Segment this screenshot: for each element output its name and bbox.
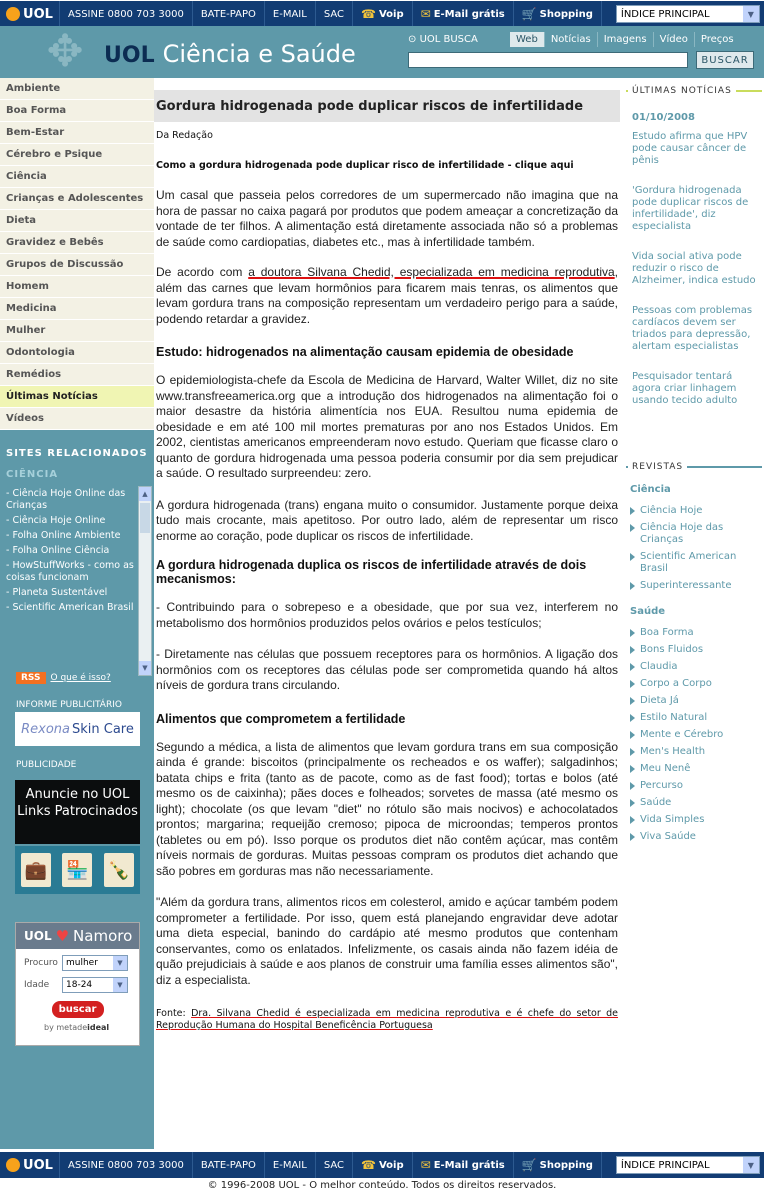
uol-logo-icon [6,7,20,21]
search-input[interactable] [408,52,688,68]
tab-web[interactable]: Web [510,32,544,47]
related-sites [0,440,154,672]
index-select[interactable]: ÍNDICE PRINCIPAL ▼ [616,5,760,23]
envelope-icon: ✉ [420,1158,431,1172]
search-icon: ⊙ [408,34,420,45]
related-list [6,488,136,617]
list-item[interactable]: - HowStuffWorks - como as coisas funcionam [6,560,134,583]
related-scrollbar[interactable] [138,486,152,676]
nav-shopping[interactable]: 🛒 Shopping [514,1,602,27]
sidebar-item-medicina[interactable]: Medicina [0,298,154,320]
paragraph: A gordura hidrogenada (trans) engana muito o consumidor. Justamente porque deixa tudo mais crocante, mais apetitoso. Por outro lado, além de representar um risco enorme ao coração, pode duplicar os riscos de infertilidade. [156,497,618,543]
author-highlight: a doutora Silvana Chedid, especializada em medicina reprodutiva [248,265,615,279]
scroll-up-icon[interactable]: ▲ [139,487,151,501]
magazine-link[interactable]: Bons Fluidos [630,644,762,656]
magazine-link[interactable]: Boa Forma [630,627,762,639]
article-link[interactable]: Como a gordura hidrogenada pode duplicar risco de infertilidade - clique aqui [156,160,574,171]
ad-icons [15,846,140,894]
sidebar-item-grupos[interactable]: Grupos de Discussão [0,254,154,276]
paragraph: Um casal que passeia pelos corredores de um supermercado não imagina que na hora de passar no caixa pagará por produtos que podem ameaçar a concretização da vontade de ter filhos. A alimentação está diretamente associada não só a problemas de saúde como cardiopatias, diabetes etc., mas à infertilidade também. [156,188,618,249]
nav-email[interactable]: E-MAIL [265,1,316,27]
nav-email[interactable]: E-MAIL [265,1152,316,1178]
paragraph: - Contribuindo para o sobrepeso e a obesidade, que por sua vez, interferem no metabolismo dos hormônios produzidos pelos ovários e pelos testículos; [156,600,618,630]
namoro-by: by metadeideal [44,1023,110,1032]
nav-email-gratis[interactable]: ✉ E-Mail grátis [413,1,514,27]
bottle-icon[interactable]: 🍾 [104,853,134,887]
chevron-down-icon: ▼ [743,1157,759,1173]
list-item[interactable]: - Scientific American Brasil [6,602,134,613]
rexona-logo: Rexona [21,721,70,737]
sidebar-item-homem[interactable]: Homem [0,276,154,298]
nav-assine[interactable]: ASSINE 0800 703 3000 [60,1,193,27]
news-item[interactable]: 'Gordura hidrogenada pode duplicar riscos de infertilidade', diz especialista [632,185,749,232]
magazine-link[interactable]: Saúde [630,797,762,809]
latest-news-header: ÚLTIMAS NOTÍCIAS [626,90,762,100]
namoro-header: UOL ♥ Namoro [16,923,139,949]
magazine-link[interactable]: Scientific American Brasil [630,551,762,575]
vitruvian-figure-icon: ✥ [46,26,84,77]
revistas-saude-title: Saúde [630,606,666,617]
cart-icon: 🛒 [521,7,537,21]
tab-precos[interactable]: Preços [694,32,740,47]
list-item[interactable]: - Folha Online Ciência [6,545,110,556]
magazine-link[interactable]: Ciência Hoje das Crianças [630,522,762,546]
cart-icon: 🛒 [521,1158,537,1172]
nav-voip[interactable]: ☎ Voip [353,1152,413,1178]
page-title: Gordura hidrogenada pode duplicar riscos de infertilidade [154,90,620,122]
nav-sac[interactable]: SAC [316,1152,353,1178]
magazine-link[interactable]: Superinteressante [630,580,762,592]
latest-news [626,112,762,407]
envelope-icon: ✉ [420,7,431,21]
tab-video[interactable]: Vídeo [653,32,694,47]
publicidade-label: PUBLICIDADE [16,760,77,770]
magazine-link[interactable]: Ciência Hoje [630,505,762,517]
search-label: ⊙ UOL BUSCA [408,34,478,45]
sidebar-item-cerebro[interactable]: Cérebro e Psique [0,144,154,166]
magazine-link[interactable]: Corpo a Corpo [630,678,762,690]
sidebar-item-mulher[interactable]: Mulher [0,320,154,342]
subheading: Estudo: hidrogenados na alimentação causam epidemia de obesidade [156,345,574,359]
source-note: Fonte: Dra. Silvana Chedid é especializada em medicina reprodutiva e é chefe do setor de Reprodução Humana do Hospital Beneficência Portuguesa [156,1008,619,1031]
source-link[interactable]: Dra. Silvana Chedid é especializada em medicina reprodutiva e é chefe do setor de Reprodução Humana do Hospital Beneficência Portuguesa [156,1008,619,1031]
sidebar-item-bem-estar[interactable]: Bem-Estar [0,122,154,144]
scroll-down-icon[interactable]: ▼ [139,661,151,675]
search-button[interactable]: BUSCAR [696,51,754,69]
namoro-search-button[interactable]: buscar [52,1001,104,1018]
news-item[interactable]: Vida social ativa pode reduzir o risco de Alzheimer, indica estudo [632,251,756,286]
procuro-row: Procuro mulher ▼ [16,955,139,971]
rss-box [16,672,111,684]
sidebar-item-gravidez[interactable]: Gravidez e Bebês [0,232,154,254]
right-sidebar [626,86,762,842]
revistas-header: REVISTAS [626,466,762,476]
nav-bate-papo[interactable]: BATE-PAPO [193,1152,265,1178]
paragraph: De acordo com a doutora Silvana Chedid, especializada em medicina reprodutiva, além das carnes que levam hormônios para ficarem mais tenras, os alimentos que levam gordura trans na composição representam um verdadeiro perigo para a saúde, podendo retardar a gravidez. [156,265,619,326]
informe-label: INFORME PUBLICITÁRIO [16,700,122,710]
uol-logo[interactable]: UOL [0,1,60,27]
sidebar-item-ambiente[interactable]: Ambiente [0,78,154,100]
rss-help-link[interactable]: O que é isso? [50,673,111,683]
nav-voip[interactable]: ☎ Voip [353,1,413,27]
nav-email-gratis[interactable]: ✉ E-Mail grátis [413,1152,514,1178]
nav-shopping[interactable]: 🛒 Shopping [514,1152,602,1178]
byline: Da Redação [156,130,213,141]
rss-badge[interactable]: RSS [16,672,46,684]
sidebar-item-videos[interactable]: Vídeos [0,408,154,430]
sidebar-item-boa-forma[interactable]: Boa Forma [0,100,154,122]
magazine-link[interactable]: Meu Nenê [630,763,762,775]
chevron-down-icon: ▼ [743,6,759,22]
paragraph: Segundo a médica, a lista de alimentos que levam gordura trans em sua composição ainda é grande: biscoitos (principalmente os recheados e os waffer); salgadinhos; batata chips e frita (tanto as de pacote, como as de fast food); tortas e bolos (até mesmo os de caixinha); pães doces e folheados; sorvetes de massa (até mesmo os light); chocolate (os que levam "diet" no rótulo são mais nocivos) e achocolatados prontos; margarina; requeijão cremoso; pipoca de microondas; temperos prontos (tabletes ou em pó). Isso porque os produtos diet não contêm açúcar, mas contêm níveis normais de gorduras. Muitas pessoas compram os produtos diet achando que são pobres em gorduras mas não necessariamente. [156,739,618,878]
related-sites-title: SITES RELACIONADOS [6,448,148,459]
magazine-link[interactable]: Dieta Já [630,695,762,707]
nav-assine[interactable]: ASSINE 0800 703 3000 [60,1152,193,1178]
magazine-link[interactable]: Viva Saúde [630,831,762,843]
sidebar-item-ciencia[interactable]: Ciência [0,166,154,188]
magazine-link[interactable]: Estilo Natural [630,712,762,724]
article [154,90,620,1032]
bottom-bar [0,1152,764,1178]
sidebar-item-ultimas[interactable]: Últimas Notícias [0,386,154,408]
rexona-ad[interactable]: Rexona Skin Care [15,712,140,746]
news-item[interactable]: Estudo afirma que HPV pode causar câncer de pênis [632,131,748,166]
magazine-link[interactable]: Claudia [630,661,762,673]
scroll-thumb[interactable] [140,503,150,533]
list-item[interactable]: - Folha Online Ambiente [6,530,121,541]
sidebar-item-odontologia[interactable]: Odontologia [0,342,154,364]
phone-icon: ☎ [361,7,376,21]
revistas [626,462,762,848]
paragraph: "Além da gordura trans, alimentos ricos em colesterol, amido e açúcar também podem comprometer a fertilidade. Por isso, quem está planejando engravidar deve adotar uma dieta especial, banindo do cardápio até mesmo produtos que contenham conservantes, como os enlatados. Infelizmente, os casais ainda não fazem idéia de quão prejudiciais à saúde e aos planos de construir uma família esses alimentos são", diz a especialista. [156,895,618,987]
list-item[interactable]: - Planeta Sustentável [6,587,108,598]
nav-sac[interactable]: SAC [316,1,353,27]
procuro-select[interactable]: mulher ▼ [62,955,128,971]
uol-logo[interactable]: UOL [0,1152,60,1178]
news-item[interactable]: Pessoas com problemas cardíacos devem ser triados para depressão, alertam especialistas [632,305,753,352]
magazine-link[interactable]: Mente e Cérebro [630,729,762,741]
top-bar [0,1,764,27]
index-select[interactable]: ÍNDICE PRINCIPAL ▼ [616,1156,760,1174]
sidebar-item-criancas[interactable]: Crianças e Adolescentes [0,188,154,210]
heart-icon: ♥ [55,927,70,945]
anuncie-ad[interactable]: Anuncie no UOL Links Patrocinados [15,780,140,844]
paragraph: O epidemiologista-chefe da Escola de Medicina de Harvard, Walter Willet, diz no site www.transfreeamerica.org que a introdução dos hidrogenados na alimentação foi o maior desastre da história alimentícia nos EUA. Resultou numa epidemia de obesidade e em até 100 mil mortes prematuras por ano nos Estados Unidos. Em 2002, cientistas americanos empreenderam novo estudo. Queriam que ficasse claro o quanto de gordura hidrogenada uma pessoa poderia consumir por dia sem prejudicar a saúde. O resultado surpreendeu: zero. [156,373,618,480]
paragraph: - Diretamente nas células que possuem receptores para os hormônios. A ligação dos hormônios com os receptores das células pode ser comprometida quando há altos níveis de gordura trans circulando. [156,647,618,692]
site-brand[interactable]: UOL Ciência e Saúde [104,40,356,68]
tab-noticias[interactable]: Notícias [544,32,597,47]
chevron-down-icon: ▼ [113,956,127,970]
subheading: Alimentos que comprometem a fertilidade [156,711,406,726]
related-category: CIÊNCIA [6,469,59,480]
copyright: © 1996-2008 UOL - O melhor conteúdo. Todos os direitos reservados. [207,1180,557,1191]
uol-logo-icon [6,1158,20,1172]
sidebar-item-remedios[interactable]: Remédios [0,364,154,386]
subheading: A gordura hidrogenada duplica os riscos de infertilidade através de dois mecanismos: [156,558,587,586]
list-item[interactable]: - Ciência Hoje Online das Crianças [6,488,126,511]
nav-bate-papo[interactable]: BATE-PAPO [193,1,265,27]
magazine-link[interactable]: Vida Simples [630,814,762,826]
magazine-link[interactable]: Percurso [630,780,762,792]
revistas-ciencia-title: Ciência [630,484,671,495]
idade-select[interactable]: 18-24 ▼ [62,977,128,993]
store-icon[interactable]: 🏪 [62,853,92,887]
magazine-link[interactable]: Men's Health [630,746,762,758]
phone-icon: ☎ [361,1158,376,1172]
sidebar-item-dieta[interactable]: Dieta [0,210,154,232]
briefcase-icon[interactable]: 💼 [21,853,51,887]
tab-imagens[interactable]: Imagens [597,32,653,47]
namoro-widget [15,922,140,1046]
list-item[interactable]: - Ciência Hoje Online [6,515,106,526]
search-area [404,32,760,74]
news-item[interactable]: Pesquisador tentará agora criar linhagem usando tecido adulto [632,371,738,406]
section-nav [0,78,154,430]
news-date: 01/10/2008 [632,112,695,123]
chevron-down-icon: ▼ [113,978,127,992]
site-header [0,26,764,78]
search-tabs [510,32,740,47]
idade-row: Idade 18-24 ▼ [16,977,139,993]
